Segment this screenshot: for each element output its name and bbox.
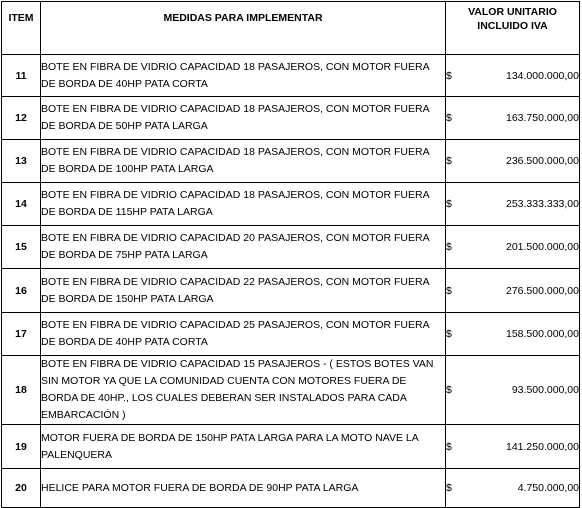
table-row bbox=[2, 356, 580, 425]
row-value bbox=[446, 140, 580, 183]
row-description: BOTE EN FIBRA DE VIDRIO CAPACIDAD 20 PASAJEROS, CON MOTOR FUERA DE BORDA DE 75HP PATA LARGA bbox=[41, 226, 446, 269]
table-row bbox=[2, 425, 580, 469]
table-body bbox=[2, 55, 580, 508]
row-value bbox=[446, 356, 580, 425]
table-row bbox=[2, 97, 580, 140]
row-value bbox=[446, 226, 580, 269]
row-item-number: 12 bbox=[2, 97, 41, 140]
row-description: BOTE EN FIBRA DE VIDRIO CAPACIDAD 15 PASAJEROS - ( ESTOS BOTES VAN SIN MOTOR YA QUE LA COMUNIDAD CUENTA CON MOTORES FUERA DE BORDA DE 40HP., LOS CUALES DEBERAN SER INSTALADOS PARA CADA EMBARCACIÓN ) bbox=[41, 356, 446, 425]
row-value-wrap bbox=[446, 70, 579, 82]
row-value-wrap bbox=[446, 328, 579, 340]
row-amount: 253.333.333,00 bbox=[506, 198, 579, 210]
currency-symbol: $ bbox=[446, 384, 452, 396]
currency-symbol: $ bbox=[446, 112, 452, 124]
header-item: ITEM bbox=[2, 2, 41, 55]
row-amount: 93.500.000,00 bbox=[511, 384, 579, 396]
currency-symbol: $ bbox=[446, 69, 452, 82]
row-item-number: 17 bbox=[2, 313, 41, 356]
header-value-line1: VALOR UNITARIO bbox=[468, 6, 557, 18]
row-value bbox=[446, 313, 580, 356]
header-value bbox=[446, 2, 580, 55]
row-value bbox=[446, 183, 580, 226]
row-value bbox=[446, 97, 580, 140]
row-item-number: 14 bbox=[2, 183, 41, 226]
currency-symbol: $ bbox=[446, 440, 452, 453]
row-amount: 141.250.000,00 bbox=[506, 440, 579, 453]
table-row bbox=[2, 183, 580, 226]
currency-symbol: $ bbox=[446, 482, 452, 494]
row-value-wrap bbox=[446, 112, 579, 124]
header-row bbox=[2, 2, 580, 55]
row-amount: 134.000.000,00 bbox=[506, 69, 579, 82]
row-value-wrap bbox=[446, 482, 579, 494]
row-amount: 276.500.000,00 bbox=[506, 284, 579, 297]
currency-symbol: $ bbox=[446, 155, 452, 167]
row-value bbox=[446, 469, 580, 508]
currency-symbol: $ bbox=[446, 241, 452, 253]
header-value-line2: INCLUIDO IVA bbox=[477, 20, 548, 32]
row-description: BOTE EN FIBRA DE VIDRIO CAPACIDAD 18 PASAJEROS, CON MOTOR FUERA DE BORDA DE 115HP PATA LARGA bbox=[41, 183, 446, 226]
row-description: BOTE EN FIBRA DE VIDRIO CAPACIDAD 18 PASAJEROS, CON MOTOR FUERA DE BORDA DE 100HP PATA LARGA bbox=[41, 140, 446, 183]
row-item-number: 18 bbox=[2, 356, 41, 425]
table-row bbox=[2, 469, 580, 508]
row-item-number: 16 bbox=[2, 269, 41, 313]
row-amount: 201.500.000,00 bbox=[506, 241, 579, 253]
row-value-wrap bbox=[446, 384, 579, 396]
row-value-wrap bbox=[446, 441, 579, 453]
row-item-number: 15 bbox=[2, 226, 41, 269]
row-item-number: 11 bbox=[2, 55, 41, 97]
row-amount: 158.500.000,00 bbox=[506, 328, 579, 340]
row-value-wrap bbox=[446, 155, 579, 167]
row-value-wrap bbox=[446, 285, 579, 297]
row-description: MOTOR FUERA DE BORDA DE 150HP PATA LARGA PARA LA MOTO NAVE LA PALENQUERA bbox=[41, 425, 446, 469]
row-description: BOTE EN FIBRA DE VIDRIO CAPACIDAD 18 PASAJEROS, CON MOTOR FUERA DE BORDA DE 40HP PATA CORTA bbox=[41, 55, 446, 97]
row-item-number: 13 bbox=[2, 140, 41, 183]
row-amount: 163.750.000,00 bbox=[506, 112, 579, 124]
table-row bbox=[2, 269, 580, 313]
currency-symbol: $ bbox=[446, 198, 452, 210]
header-description: MEDIDAS PARA IMPLEMENTAR bbox=[41, 2, 446, 55]
row-description: BOTE EN FIBRA DE VIDRIO CAPACIDAD 22 PASAJEROS, CON MOTOR FUERA DE BORDA DE 150HP PATA LARGA bbox=[41, 269, 446, 313]
row-value bbox=[446, 425, 580, 469]
price-table bbox=[1, 1, 580, 508]
currency-symbol: $ bbox=[446, 328, 452, 340]
table-row bbox=[2, 313, 580, 356]
row-amount: 236.500.000,00 bbox=[506, 155, 579, 167]
row-description: BOTE EN FIBRA DE VIDRIO CAPACIDAD 18 PASAJEROS, CON MOTOR FUERA DE BORDA DE 50HP PATA LARGA bbox=[41, 97, 446, 140]
row-value bbox=[446, 269, 580, 313]
row-description: HELICE PARA MOTOR FUERA DE BORDA DE 90HP PATA LARGA bbox=[41, 469, 446, 508]
row-value-wrap bbox=[446, 198, 579, 210]
table-row bbox=[2, 140, 580, 183]
table-row bbox=[2, 226, 580, 269]
row-amount: 4.750.000,00 bbox=[517, 482, 579, 494]
row-value bbox=[446, 55, 580, 97]
row-item-number: 19 bbox=[2, 425, 41, 469]
currency-symbol: $ bbox=[446, 284, 452, 297]
row-item-number: 20 bbox=[2, 469, 41, 508]
row-value-wrap bbox=[446, 241, 579, 253]
row-description: BOTE EN FIBRA DE VIDRIO CAPACIDAD 25 PASAJEROS, CON MOTOR FUERA DE BORDA DE 40HP PATA CORTA bbox=[41, 313, 446, 356]
table-row bbox=[2, 55, 580, 97]
